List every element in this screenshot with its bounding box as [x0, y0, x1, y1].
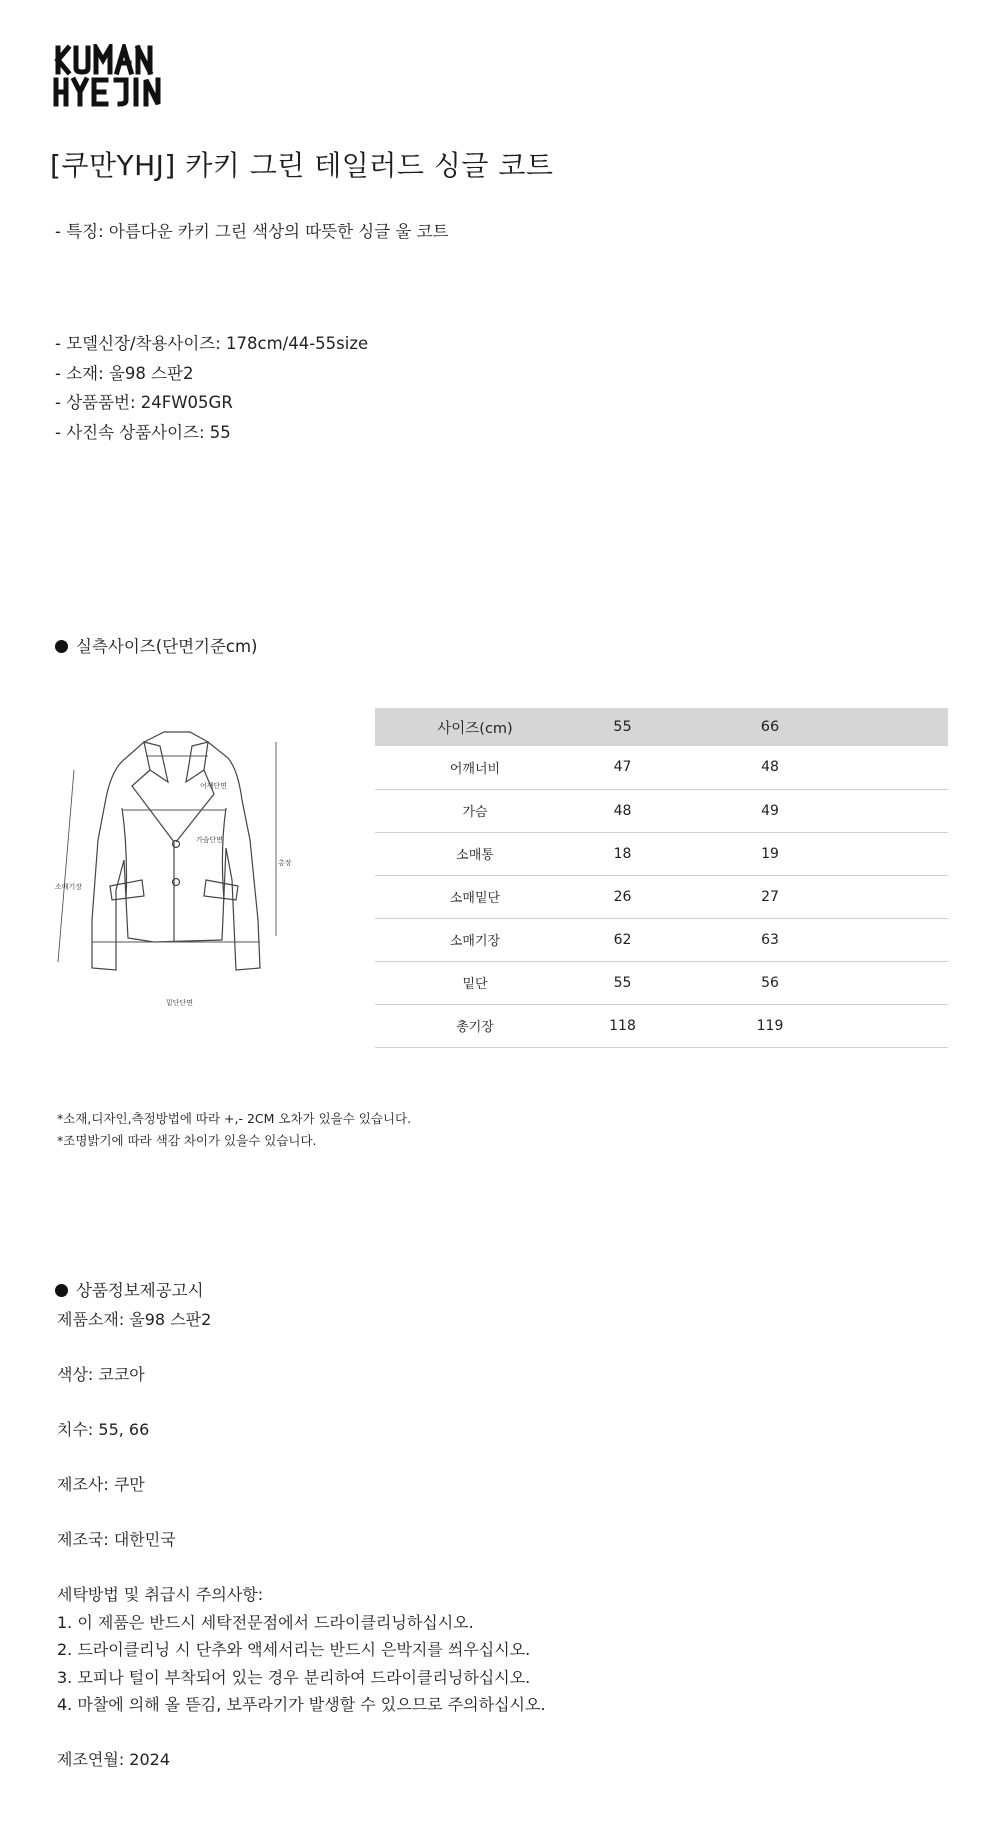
diagram-label-length: 총장	[278, 859, 292, 867]
cell-66: 63	[761, 931, 779, 948]
table-row	[375, 875, 948, 918]
header-55: 55	[613, 719, 632, 735]
info-manufacturer: 제조사: 쿠만	[57, 1475, 145, 1494]
table-row	[375, 1004, 948, 1047]
cell-55: 48	[613, 802, 632, 819]
row-label: 밑단	[462, 977, 488, 992]
note-lighting: *조명밝기에 따라 색감 차이가 있을수 있습니다.	[57, 1133, 317, 1148]
info-care-3: 3. 모피나 털이 부착되어 있는 경우 분리하여 드라이클리닝하십시오.	[57, 1667, 531, 1687]
cell-55: 47	[613, 759, 632, 776]
cell-66: 49	[761, 802, 779, 819]
table-row	[375, 746, 948, 789]
info-care-1: 1. 이 제품은 반드시 세탁전문점에서 드라이클리닝하십시오.	[57, 1612, 474, 1632]
row-label: 소매밑단	[449, 891, 501, 906]
size-section-heading	[55, 633, 257, 657]
product-title: [쿠만YHJ] 카키 그린 테일러드 싱글 코트	[50, 149, 554, 182]
info-sizes: 치수: 55, 66	[57, 1420, 150, 1439]
info-country: 제조국: 대한민국	[57, 1530, 176, 1549]
table-row	[375, 961, 948, 1004]
spec-model-size: - 모델신장/착용사이즈: 178cm/44-55size	[55, 334, 369, 353]
bullet-icon	[55, 1284, 68, 1297]
size-section-title: 실측사이즈(단면기준cm)	[76, 637, 258, 656]
spec-photo-size: - 사진속 상품사이즈: 55	[55, 422, 231, 442]
info-material: 제품소재: 울98 스판2	[57, 1310, 212, 1329]
info-section-title: 상품정보제공고시	[76, 1281, 204, 1300]
cell-55: 62	[613, 931, 632, 948]
cell-55: 18	[613, 845, 632, 862]
table-row	[375, 832, 948, 875]
size-table-header	[375, 708, 948, 746]
spec-material: - 소재: 울98 스판2	[55, 363, 194, 383]
table-row	[375, 789, 948, 832]
product-info-notice	[57, 1306, 546, 1774]
bullet-icon	[55, 640, 68, 653]
diagram-label-chest: 가슴단면	[196, 836, 224, 844]
size-notes	[57, 1108, 411, 1152]
cell-66: 48	[761, 759, 779, 776]
info-color: 색상: 코코아	[57, 1365, 145, 1384]
table-row	[375, 918, 948, 961]
row-label: 어깨너비	[449, 761, 501, 777]
info-date: 제조연월: 2024	[57, 1750, 171, 1769]
header-empty	[870, 708, 948, 746]
jacket-size-diagram	[50, 730, 295, 1028]
row-label: 소매통	[456, 848, 494, 863]
info-care-2: 2. 드라이클리닝 시 단추와 액세서리는 반드시 은박지를 씌우십시오.	[57, 1640, 531, 1659]
info-care-4: 4. 마찰에 의해 올 뜯김, 보푸라기가 발생할 수 있으므로 주의하십시오.	[57, 1695, 546, 1714]
note-tolerance: *소재,디자인,측정방법에 따라 +,- 2CM 오차가 있을수 있습니다.	[57, 1111, 412, 1126]
size-table	[375, 708, 948, 1048]
cell-55: 26	[613, 888, 632, 905]
spec-product-code: - 상품품번: 24FW05GR	[55, 393, 233, 412]
row-label: 총기장	[456, 1020, 494, 1035]
diagram-label-shoulder: 어깨단면	[200, 782, 228, 790]
cell-66: 119	[756, 1017, 784, 1034]
info-care-title: 세탁방법 및 취급시 주의사항:	[57, 1585, 264, 1604]
cell-55: 55	[613, 974, 632, 991]
row-label: 소매기장	[449, 934, 501, 949]
header-size: 사이즈(cm)	[437, 720, 513, 737]
info-section-heading	[55, 1277, 204, 1301]
cell-66: 56	[761, 974, 779, 991]
product-specs	[55, 329, 368, 447]
diagram-label-sleeve: 소매기장	[55, 883, 83, 891]
brand-logo	[52, 44, 172, 110]
cell-66: 27	[761, 888, 779, 905]
cell-66: 19	[761, 845, 779, 862]
header-66: 66	[760, 719, 780, 735]
row-label: 가슴	[462, 805, 488, 820]
cell-55: 118	[609, 1017, 636, 1034]
diagram-label-hem: 밑단단면	[166, 999, 194, 1007]
product-feature: - 특징: 아름다운 카키 그린 색상의 따뜻한 싱글 울 코트	[55, 222, 449, 241]
